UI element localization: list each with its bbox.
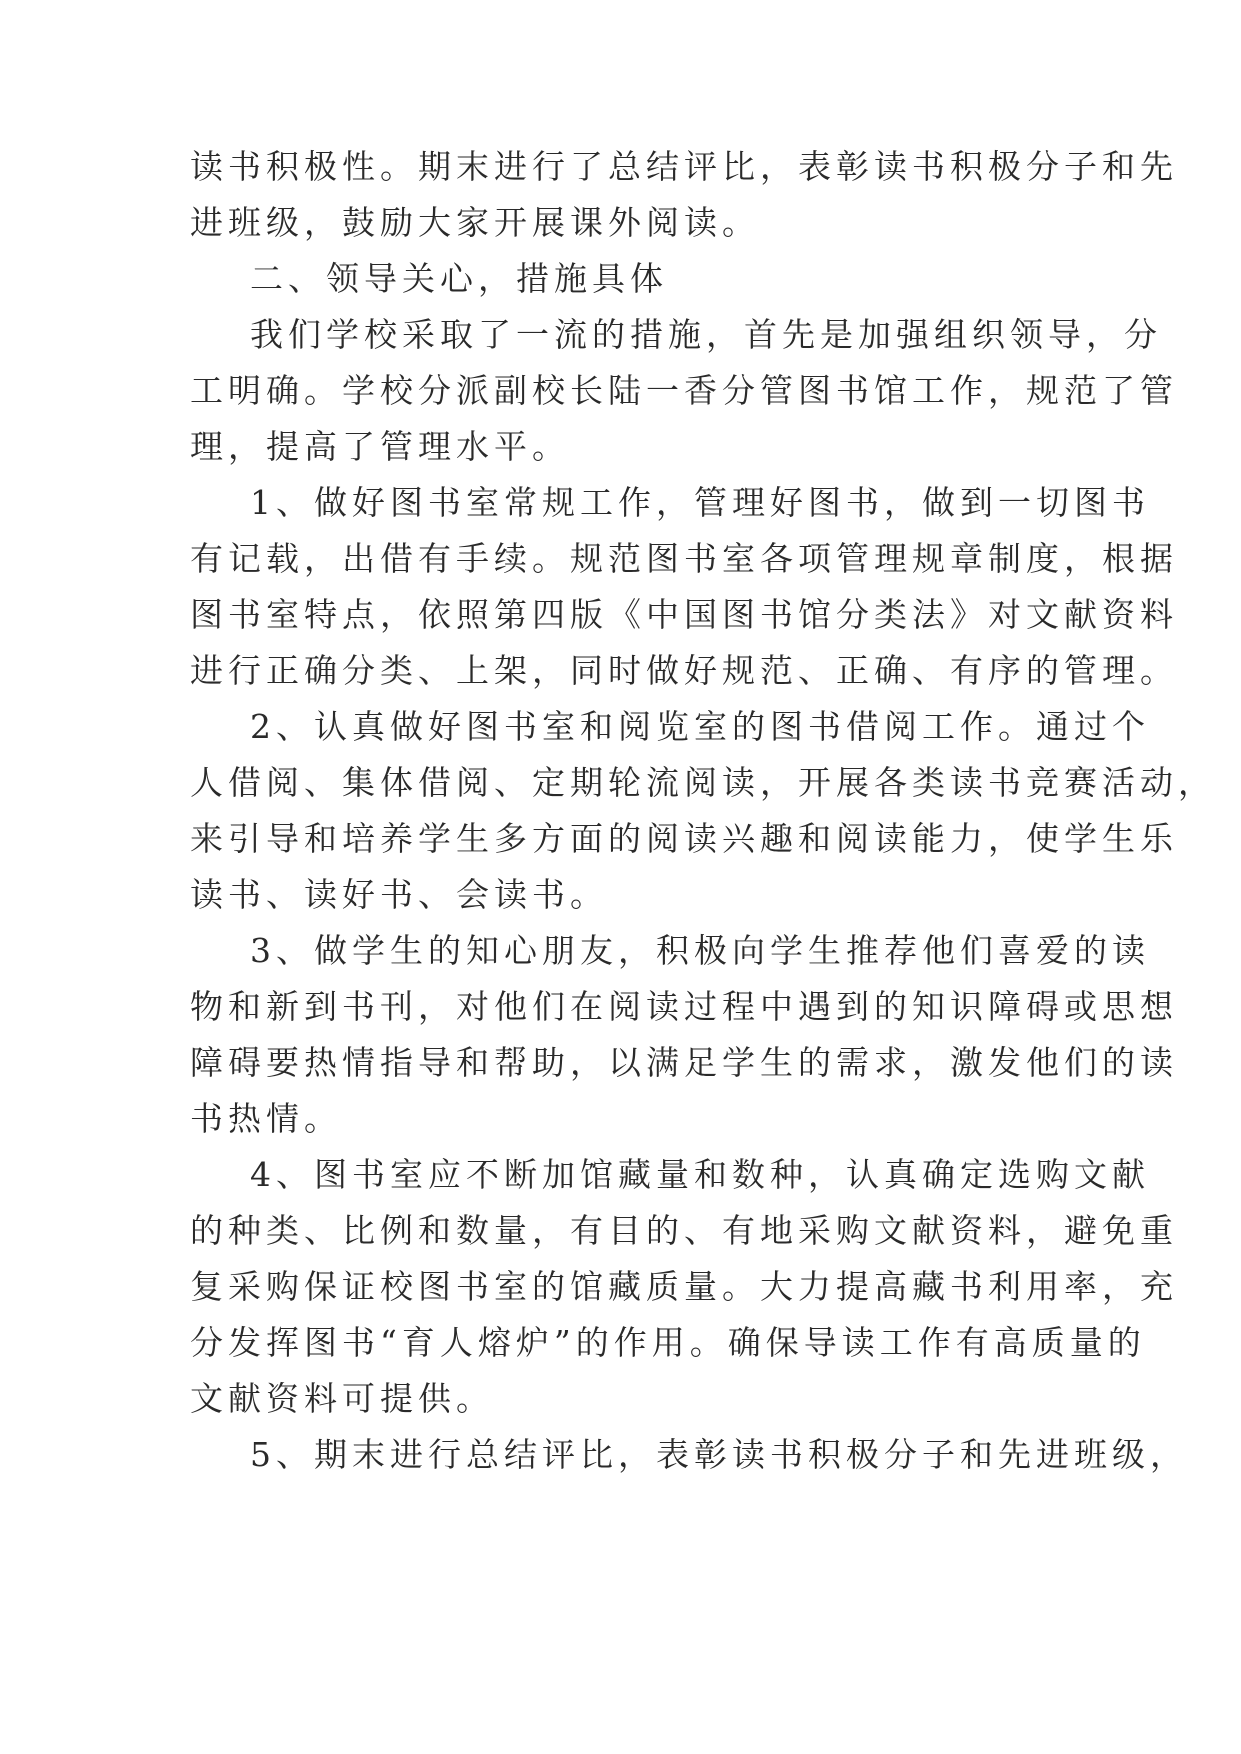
text-line: 分发挥图书“育人熔炉”的作用。确保导读工作有高质量的 (190, 1323, 1146, 1362)
text-line: 图书室特点，依照第四版《中国图书馆分类法》对文献资料 (190, 595, 1178, 634)
text-line: 读书、读好书、会读书。 (190, 875, 608, 914)
text-line: 的种类、比例和数量，有目的、有地采购文献资料，避免重 (190, 1211, 1178, 1250)
list-item-5: 5、期末进行总结评比，表彰读书积极分子和先进班级， (250, 1435, 1188, 1474)
text-line: 书热情。 (190, 1099, 342, 1138)
paragraph-start: 我们学校采取了一流的措施，首先是加强组织领导，分 (250, 315, 1162, 354)
text-line: 进行正确分类、上架，同时做好规范、正确、有序的管理。 (190, 651, 1178, 690)
text-line: 读书积极性。期末进行了总结评比，表彰读书积极分子和先 (190, 147, 1178, 186)
section-heading: 二、领导关心，措施具体 (250, 259, 668, 298)
text-line: 理，提高了管理水平。 (190, 427, 570, 466)
list-item-3: 3、做学生的知心朋友，积极向学生推荐他们喜爱的读 (250, 931, 1150, 970)
text-line: 障碍要热情指导和帮助，以满足学生的需求，激发他们的读 (190, 1043, 1178, 1082)
text-line: 人借阅、集体借阅、定期轮流阅读，开展各类读书竞赛活动， (190, 763, 1216, 802)
list-item-2: 2、认真做好图书室和阅览室的图书借阅工作。通过个 (250, 707, 1150, 746)
list-item-1: 1、做好图书室常规工作，管理好图书，做到一切图书 (250, 483, 1150, 522)
text-line: 有记载，出借有手续。规范图书室各项管理规章制度，根据 (190, 539, 1178, 578)
text-line: 复采购保证校图书室的馆藏质量。大力提高藏书利用率，充 (190, 1267, 1178, 1306)
text-line: 工明确。学校分派副校长陆一香分管图书馆工作，规范了管 (190, 371, 1178, 410)
text-line: 文献资料可提供。 (190, 1379, 494, 1418)
text-line: 来引导和培养学生多方面的阅读兴趣和阅读能力，使学生乐 (190, 819, 1178, 858)
text-line: 进班级，鼓励大家开展课外阅读。 (190, 203, 760, 242)
list-item-4: 4、图书室应不断加馆藏量和数种，认真确定选购文献 (250, 1155, 1150, 1194)
text-line: 物和新到书刊，对他们在阅读过程中遇到的知识障碍或思想 (190, 987, 1178, 1026)
